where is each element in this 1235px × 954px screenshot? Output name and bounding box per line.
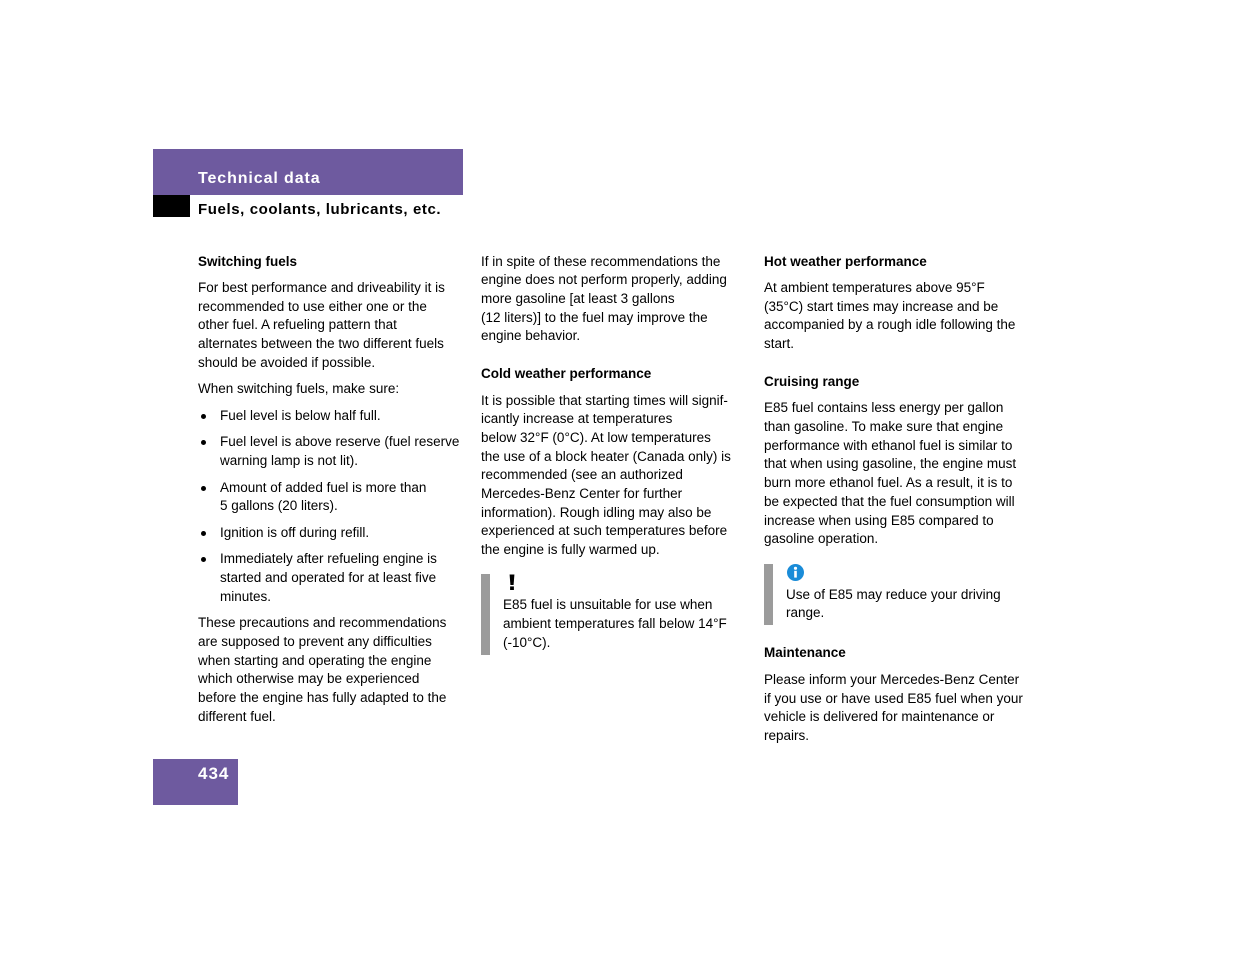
page-number-box	[153, 759, 238, 805]
paragraph-switching-intro: For best performance and driveability it is recommended to use either one or the other fuel. A refueling pattern that alternates between the two different fuels should be avoided if possible.	[198, 280, 445, 370]
switching-checklist	[198, 407, 463, 607]
list-item-text: Amount of added fuel is more than 5 gallons (20 liters).	[220, 479, 427, 514]
paragraph-cold-weather: It is possible that starting times will signif- icantly increase at temperatures below 32°F (0°C). At low temperatures the use of a block heater (Canada only) is recommended (see an authorized Mercedes-Benz Center for further information). Rough idling may also be experienced at such temperatures before the engine is fully warmed up.	[481, 392, 731, 558]
heading-maintenance: Maintenance	[764, 645, 846, 661]
notice-text: E85 fuel is unsuitable for use when ambient temperatures fall below 14°F (-10°C).	[503, 597, 727, 650]
list-item	[198, 433, 463, 470]
bullet-icon	[201, 531, 206, 536]
notice-box	[481, 574, 746, 655]
paragraph-checklist-intro: When switching fuels, make sure:	[198, 381, 400, 397]
section-header-band	[153, 149, 463, 195]
column-middle	[481, 253, 746, 656]
list-item	[198, 524, 463, 543]
paragraph-hot-weather: At ambient temperatures above 95°F (35°C) start times may increase and be accompanied by a rough idle following the start.	[764, 280, 1016, 352]
exclamation-icon	[505, 574, 519, 590]
paragraph-switching-fallback: If in spite of these recommendations the engine does not perform properly, adding more gasoline [at least 3 gallons (12 liters)] to the fuel may improve the engine behavior.	[481, 253, 727, 344]
paragraph-maintenance: Please inform your Mercedes-Benz Center if you use or have used E85 fuel when your vehicle is delivered for maintenance or repairs.	[764, 671, 1023, 744]
heading-cruising-range: Cruising range	[764, 373, 860, 389]
page-number: 434	[198, 764, 230, 783]
info-icon	[787, 564, 804, 581]
info-icon-row	[786, 564, 1029, 586]
section-tab-marker	[153, 195, 190, 217]
list-item	[198, 479, 463, 516]
bullet-icon	[201, 557, 206, 562]
column-right	[764, 253, 1029, 754]
section-title: Technical data	[198, 170, 321, 187]
subsection-title: Fuels, coolants, lubricants, etc.	[198, 201, 442, 218]
info-box	[764, 564, 1029, 626]
paragraph-cruising-range: E85 fuel contains less energy per gallon than gasoline. To make sure that engine performance with ethanol fuel is similar to that when using gasoline, the engine must burn more ethanol fuel. As a result, it is to be expected that the fuel consumption will increase when using E85 compared to gasoline operation.	[764, 400, 1017, 547]
heading-switching-fuels: Switching fuels	[198, 253, 298, 269]
paragraph-switching-rationale: These precautions and recommendations are supposed to prevent any difficulties when starting and operating the engine which otherwise may be experienced before the engine has fully adapted to the different fuel.	[198, 615, 447, 724]
info-text: Use of E85 may reduce your driving range.	[786, 586, 1001, 621]
list-item-text: Immediately after refueling engine is started and operated for at least five minutes.	[220, 551, 437, 604]
list-item	[198, 407, 463, 426]
bullet-icon	[201, 486, 206, 491]
list-item-text: Fuel level is below half full.	[220, 407, 381, 423]
heading-cold-weather: Cold weather performance	[481, 366, 652, 382]
bullet-icon	[201, 440, 206, 445]
list-item-text: Fuel level is above reserve (fuel reserve warning lamp is not lit).	[220, 434, 460, 469]
list-item-text: Ignition is off during refill.	[220, 524, 370, 540]
notice-icon-row	[503, 574, 746, 596]
bullet-icon	[201, 414, 206, 419]
heading-hot-weather: Hot weather performance	[764, 253, 927, 269]
column-left	[198, 253, 463, 735]
list-item	[198, 550, 463, 606]
